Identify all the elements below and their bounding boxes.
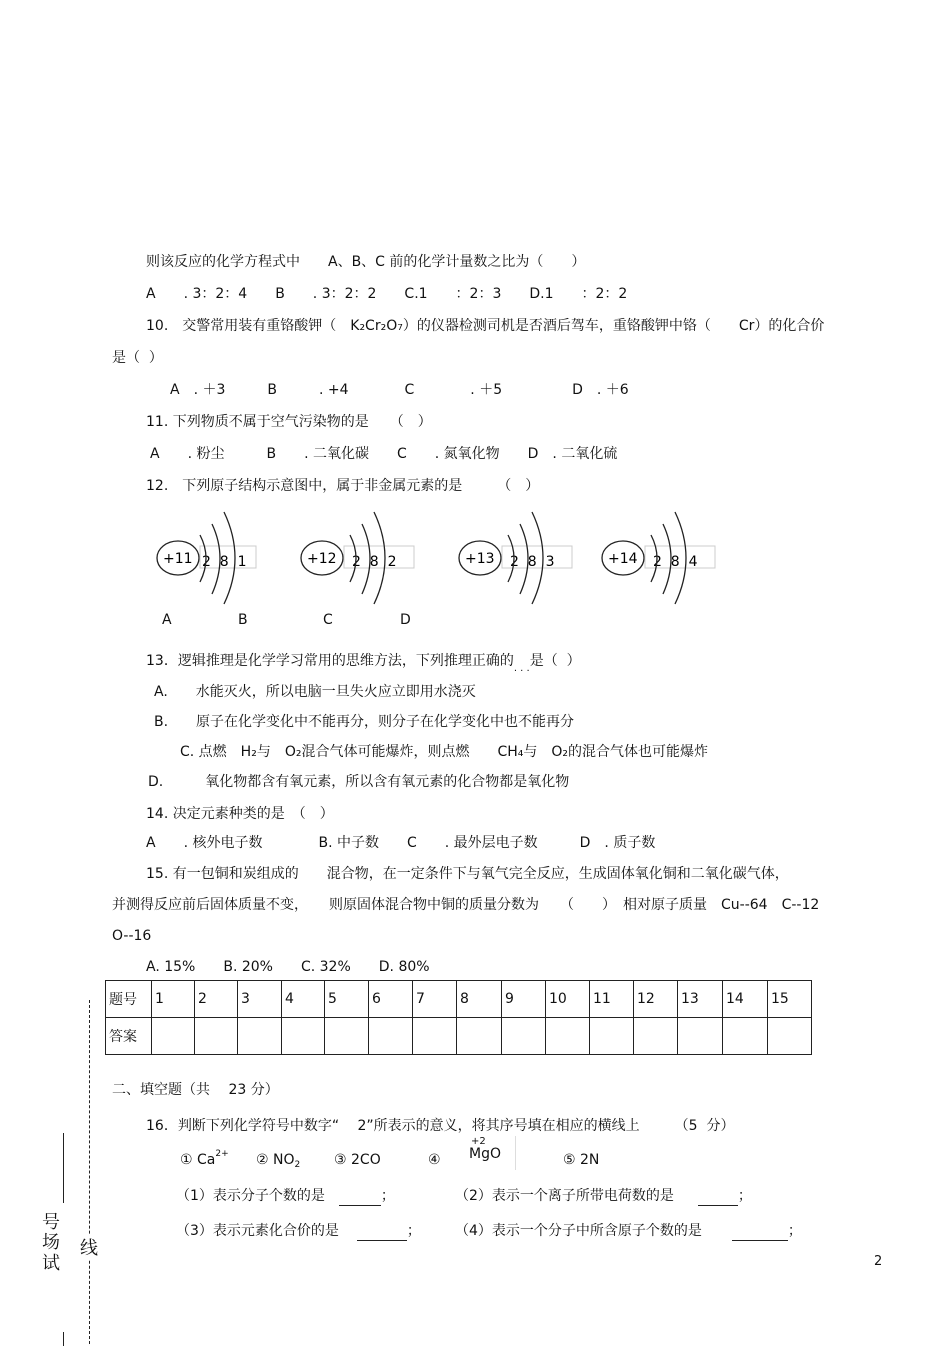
binding-line-label: 线 [80,1234,98,1260]
q12-stem: 12. 下列原子结构示意图中，属于非金属元素的是 （ ） [146,478,540,494]
answer-cell[interactable] [723,1018,768,1055]
q15-stem-cont2: O--16 [112,928,152,944]
question-number: 15 [768,981,812,1018]
question-number: 4 [282,981,325,1018]
question-number: 2 [195,981,238,1018]
q10-options: A . ＋3 B . +4 C . ＋5 D . ＋6 [170,382,629,398]
atom-a [157,512,256,604]
nucleus-charge: +12 [307,551,337,567]
q11-options: A . 粉尘 B . 二氧化碳 C . 氮氧化物 D . 二氧化硫 [150,446,618,462]
answer-blank[interactable] [732,1222,788,1241]
shell-electrons: 2 8 3 [510,554,555,570]
q16-part-2: （2）表示一个离子所带电荷数的是 ； [455,1188,752,1204]
atom-c [459,512,572,604]
answer-blank[interactable] [357,1222,407,1241]
symbol-5: ⑤ 2N [563,1152,600,1168]
q14-stem: 14. 决定元素种类的是 （ ） [146,806,334,822]
answer-cell[interactable] [590,1018,634,1055]
q15-stem-cont: 并测得反应前后固体质量不变， 则原固体混合物中铜的质量分数为 （ ） 相对原子质量 Cu--64 C--12 [112,897,820,913]
table-header-row [106,981,812,1018]
answer-cell[interactable] [282,1018,325,1055]
nucleus-charge: +14 [608,551,638,567]
q16-stem: 16．判断下列化学符号中数字“ 2”所表示的意义，将其序号填在相应的横线上 （5 分） [146,1118,735,1134]
answer-blank[interactable] [339,1187,381,1206]
shell-electrons: 2 8 1 [202,554,247,570]
q13-option-d: D. 氧化物都含有氧元素，所以含有氧元素的化合物都是氧化物 [148,774,570,790]
q16-part-4: （4）表示一个分子中所含原子个数的是 ； [455,1223,802,1239]
answer-cell[interactable] [502,1018,546,1055]
q11-stem: 11. 下列物质不属于空气污染物的是 （ ） [146,414,432,430]
q13-option-a: A. 水能灭火，所以电脑一旦失火应立即用水浇灭 [154,684,476,700]
answer-cell[interactable] [152,1018,195,1055]
table-answer-row [106,1018,812,1055]
shell-electrons: 2 8 2 [352,554,397,570]
q15-options: A. 15% B. 20% C. 32% D. 80% [146,959,430,975]
shell-electrons: 2 8 4 [653,554,698,570]
answer-cell[interactable] [768,1018,812,1055]
answer-cell[interactable] [325,1018,369,1055]
q9-options: A . 3：2：4 B . 3：2：2 C.1 ：2：3 D.1 ：2：2 [146,286,628,302]
q10-stem-cont: 是（ ） [112,350,163,366]
question-number: 10 [546,981,590,1018]
emphasis-dots: . . . [513,663,530,674]
atom-b [301,512,414,604]
section-2-title: 二、填空题（共 23 分） [112,1082,279,1098]
question-number: 11 [590,981,634,1018]
q14-options: A . 核外电子数 B. 中子数 C . 最外层电子数 D . 质子数 [146,835,656,851]
q9-tail: 则该反应的化学方程式中 A、B、C 前的化学计量数之比为（ ） [146,254,586,270]
answer-cell[interactable] [634,1018,678,1055]
divider [515,1136,516,1170]
answer-cell[interactable] [238,1018,282,1055]
answer-label: 答案 [106,1018,152,1055]
symbol-2: ② $NO_2$ [256,1152,301,1170]
header-label: 题号 [106,981,152,1018]
binding-dashed-line [89,1000,90,1344]
answer-table [105,980,812,1055]
question-number: 6 [369,981,413,1018]
q15-stem: 15. 有一包铜和炭组成的 混合物，在一定条件下与氧气完全反应，生成固体氧化铜和二氧化碳气体， [146,866,789,882]
question-number: 1 [152,981,195,1018]
q10-stem: 10. 交警常用装有重铬酸钾（ K₂Cr₂O₇）的仪器检测司机是否酒后驾车，重铬酸钾中铬（ Cr）的化合价 [146,318,825,334]
atom-diagrams [0,500,950,630]
page-number: 2 [874,1254,883,1269]
valence-label: +2 [471,1136,486,1147]
answer-cell[interactable] [457,1018,502,1055]
nucleus-charge: +11 [163,551,193,567]
question-number: 7 [413,981,457,1018]
margin-char: 试 [42,1253,60,1274]
answer-cell[interactable] [546,1018,590,1055]
question-number: 5 [325,981,369,1018]
nucleus-charge: +13 [465,551,495,567]
answer-cell[interactable] [678,1018,723,1055]
atom-label-d: D [400,612,411,628]
q13-option-b: B. 原子在化学变化中不能再分，则分子在化学变化中也不能再分 [154,714,575,730]
symbol-4-number: ④ [428,1152,441,1168]
question-number: 12 [634,981,678,1018]
atom-label-a: A [162,612,172,628]
margin-rule [63,1332,64,1346]
atom-label-b: B [238,612,248,628]
answer-cell[interactable] [413,1018,457,1055]
margin-rule [63,1133,64,1203]
margin-char: 场 [42,1232,60,1253]
symbol-1: ① $Ca^{2+}$ [180,1149,229,1168]
q16-part-1: （1）表示分子个数的是 ； [176,1188,395,1204]
answer-blank[interactable] [698,1187,738,1206]
atom-label-c: C [323,612,333,628]
answer-cell[interactable] [369,1018,413,1055]
answer-cell[interactable] [195,1018,238,1055]
q13-option-c: C. 点燃 H₂与 O₂混合气体可能爆炸，则点燃 CH₄与 O₂的混合气体也可能爆炸 [180,744,708,760]
atom-d [602,512,715,604]
q16-part-3: （3）表示元素化合价的是 ； [176,1223,421,1239]
question-number: 9 [502,981,546,1018]
question-number: 3 [238,981,282,1018]
margin-char: 号 [42,1212,60,1233]
question-number: 8 [457,981,502,1018]
q13-stem: 13．逻辑推理是化学学习常用的思维方法，下列推理正确的$_{. . .}$是（ ） [146,653,581,674]
symbol-4: MgO [469,1146,501,1162]
question-number: 14 [723,981,768,1018]
question-number: 13 [678,981,723,1018]
symbol-3: ③ 2CO [334,1152,381,1168]
